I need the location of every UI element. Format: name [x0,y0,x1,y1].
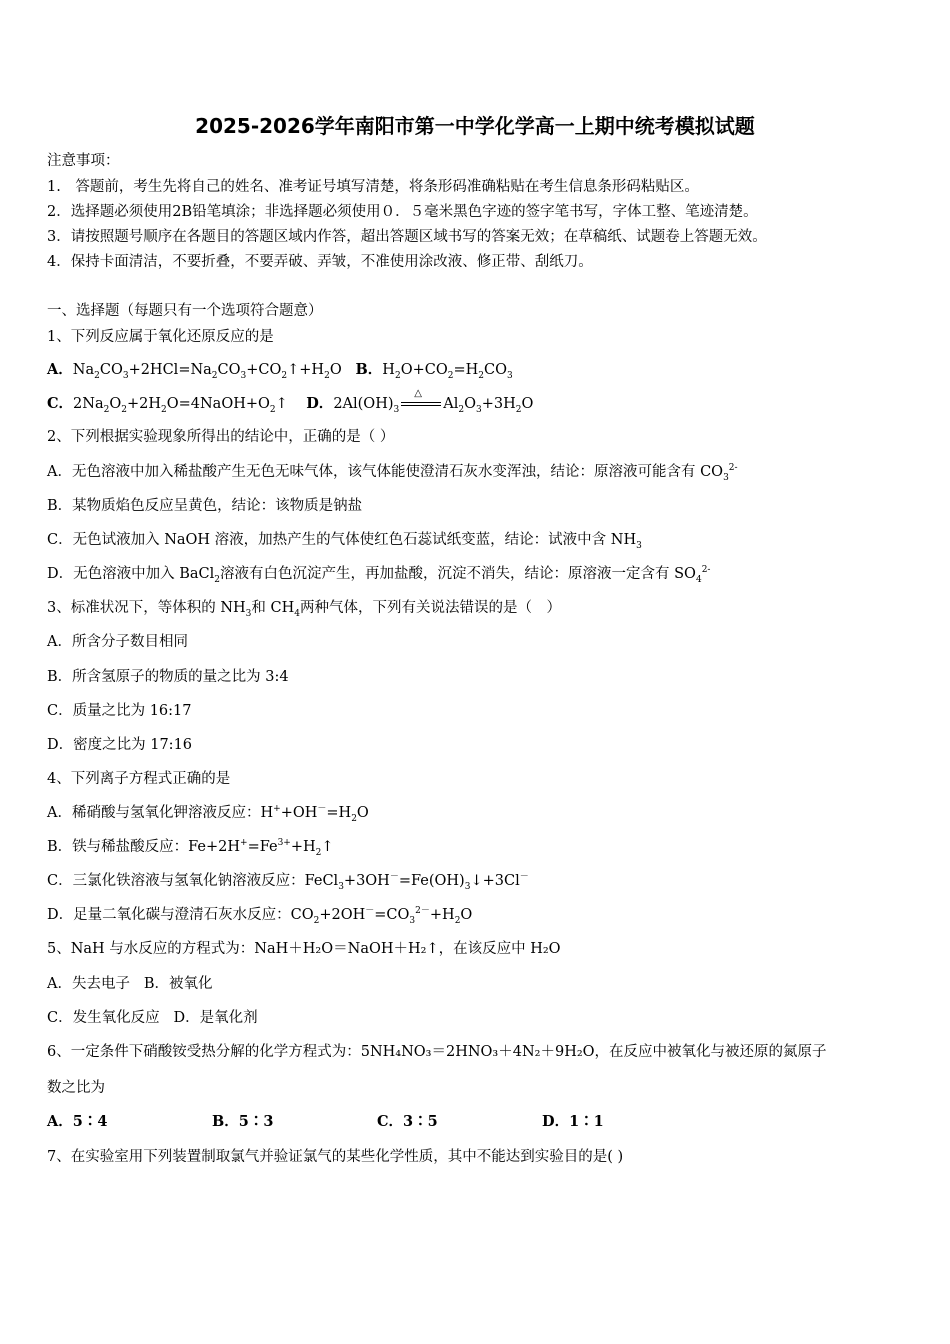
question-2-option-b: B．某物质焰色反应呈黄色，结论：该物质是钠盐 [47,498,363,514]
question-1-options-cd: C．$2Na_2O_2+2H_2O=4NaOH+O_2↑$ D．$2Al(OH)_3$ △ $Al_2O_3+3H_2O$ [47,388,534,415]
question-1-stem: 1、下列反应属于氧化还原反应的是 [47,329,274,345]
section-heading: 一、选择题（每题只有一个选项符合题意） [47,303,323,319]
notice-item-3: 3．请按照题号顺序在各题目的答题区域内作答，超出答题区域书写的答案无效；在草稿纸、试题卷上答题无效。 [47,229,767,245]
question-4-option-a: A．稀硝酸与氢氧化钾溶液反应：$H^++OH^-=H_2O$ [47,804,369,824]
question-2-option-c: C．无色试液加入 NaOH 溶液，加热产生的气体使红色石蕊试纸变蓝，结论：试液中含 $NH_3$ [47,532,642,551]
notice-heading: 注意事项： [47,153,120,169]
question-3-option-d: D．密度之比为 17:16 [47,737,193,753]
question-3-stem: 3、标准状况下，等体积的 $NH_3$和 $CH_4$两种气体，下列有关说法错误的是（ ） [47,600,561,619]
question-2-option-a: A．无色溶液中加入稀盐酸产生无色无味气体，该气体能使澄清石灰水变浑浊，结论：原溶液可能含有 $CO_3^{2-}$ [47,463,738,483]
question-5-options-cd: C．发生氧化反应 D．是氧化剂 [47,1010,258,1026]
question-4-option-c: C．三氯化铁溶液与氢氧化钠溶液反应：$FeCl_3+3OH^-=Fe(OH)_3↓+3Cl^-$ [47,872,529,892]
notice-item-1: 1. 答题前，考生先将自己的姓名、准考证号填写清楚，将条形码准确粘贴在考生信息条形码粘贴区。 [47,179,699,195]
question-4-option-d: D．足量二氧化碳与澄清石灰水反应：$CO_2+2OH^-=CO_3^{2-}+H_2O$ [47,906,473,926]
question-7-stem: 7、在实验室用下列装置制取氯气并验证氯气的某些化学性质，其中不能达到实验目的是( ) [47,1149,624,1165]
question-1-options-ab: A．$Na_2CO_3+2HCl=Na_2CO_3+CO_2↑+H_2O$ B．$H_2O+CO_2=H_2CO_3$ [47,361,513,381]
question-4-stem: 4、下列离子方程式正确的是 [47,771,231,787]
question-3-option-b: B．所含氢原子的物质的量之比为 3:4 [47,669,289,685]
question-2-stem: 2、下列根据实验现象所得出的结论中，正确的是（ ） [47,429,395,445]
question-5-stem: 5、NaH 与水反应的方程式为：NaH＋H₂O＝NaOH＋H₂↑，在该反应中 H₂O [47,941,561,957]
question-3-option-c: C．质量之比为 16:17 [47,703,192,719]
question-6-options: A．5∶4 B．5∶3 C．3∶5 D．1∶1 [47,1113,604,1130]
question-4-option-b: B．铁与稀盐酸反应：$Fe+2H^+=Fe^{3+}+H_2↑$ [47,838,334,858]
question-6-stem: 6、一定条件下硝酸铵受热分解的化学方程式为：5NH₄NO₃＝2HNO₃＋4N₂＋9H₂O，在反应中被氧化与被还原的氮原子 [47,1044,827,1060]
question-2-option-d: D．无色溶液中加入 BaCl$_2$溶液有白色沉淀产生，再加盐酸，沉淀不消失，结论：原溶液一定含有 $SO_4^{2-}$ [47,565,711,585]
heating-equals-sign: △ [399,394,443,414]
question-6-stem-continued: 数之比为 [47,1080,105,1096]
question-3-option-a: A．所含分子数目相同 [47,634,188,650]
notice-item-4: 4．保持卡面清洁，不要折叠，不要弄破、弄皱，不准使用涂改液、修正带、刮纸刀。 [47,254,593,270]
page-title: 2025-2026学年南阳市第一中学化学高一上期中统考模拟试题 [195,114,755,138]
question-5-options-ab: A．失去电子 B．被氧化 [47,976,213,992]
notice-item-2: 2．选择题必须使用2B铅笔填涂；非选择题必须使用０．５毫米黑色字迹的签字笔书写，字体工整、笔迹清楚。 [47,204,758,220]
